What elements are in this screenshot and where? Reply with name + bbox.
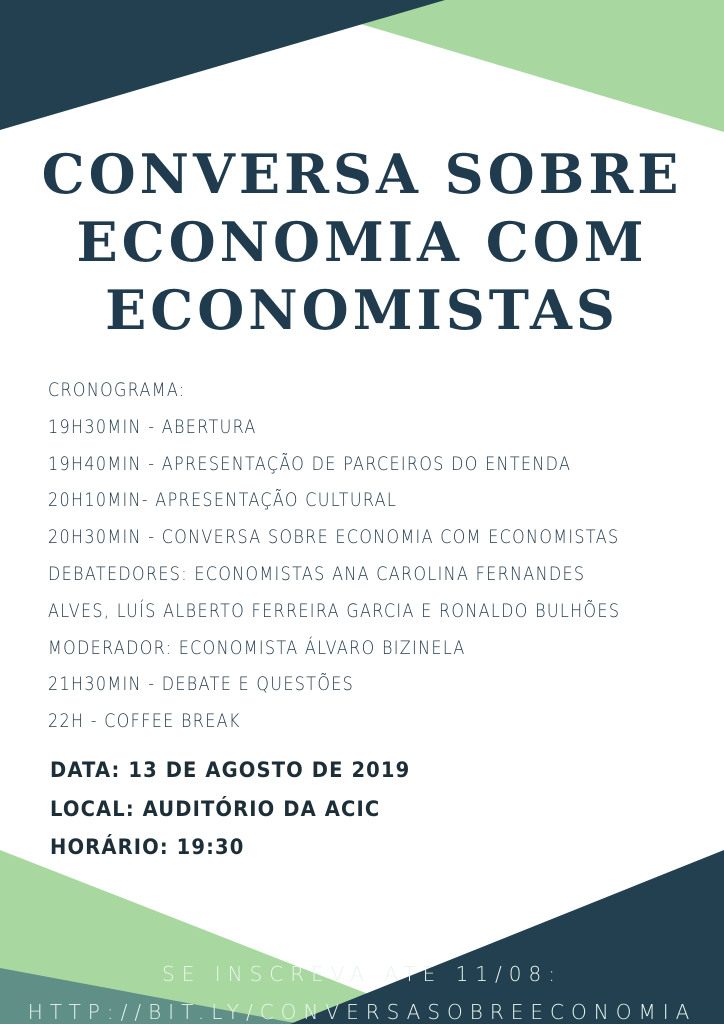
- schedule-list: [48, 372, 724, 740]
- top-navy-shape: [0, 0, 445, 130]
- title-line-3: ECONOMISTAS: [105, 278, 619, 342]
- event-title: [0, 140, 724, 344]
- schedule-heading: CRONOGRAMA:: [48, 379, 186, 401]
- schedule-item: 20H10MIN- APRESENTAÇÃO CULTURAL: [48, 489, 398, 512]
- registration-link[interactable]: HTTP://BIT.LY/CONVERSASOBREECONOMIA: [27, 1000, 697, 1024]
- schedule-item: MODERADOR: ECONOMISTA ÁLVARO BIZINELA: [48, 636, 466, 659]
- schedule-item: 19H30MIN - ABERTURA: [48, 415, 257, 438]
- registration-footer: [0, 955, 724, 1031]
- event-date: DATA: 13 DE AGOSTO DE 2019: [50, 758, 411, 782]
- event-location: LOCAL: AUDITÓRIO DA ACIC: [50, 796, 381, 821]
- schedule-item: ALVES, LUÍS ALBERTO FERREIRA GARCIA E RONALDO BULHÕES: [48, 599, 621, 622]
- schedule-item: DEBATEDORES: ECONOMISTAS ANA CAROLINA FERNANDES: [48, 562, 586, 585]
- event-details: [50, 751, 437, 867]
- title-line-1: CONVERSA SOBRE: [41, 142, 683, 206]
- registration-deadline: SE INSCREVA ATÉ 11/08:: [162, 962, 562, 986]
- schedule-item: 20H30MIN - CONVERSA SOBRE ECONOMIA COM ECONOMISTAS: [48, 526, 620, 549]
- title-line-2: ECONOMIA COM: [76, 210, 648, 274]
- event-time: HORÁRIO: 19:30: [50, 835, 245, 859]
- schedule-item: 19H40MIN - APRESENTAÇÃO DE PARCEIROS DO ENTENDA: [48, 452, 572, 475]
- schedule-item: 22H - COFFEE BREAK: [48, 710, 241, 733]
- schedule-item: 21H30MIN - DEBATE E QUESTÕES: [48, 673, 355, 696]
